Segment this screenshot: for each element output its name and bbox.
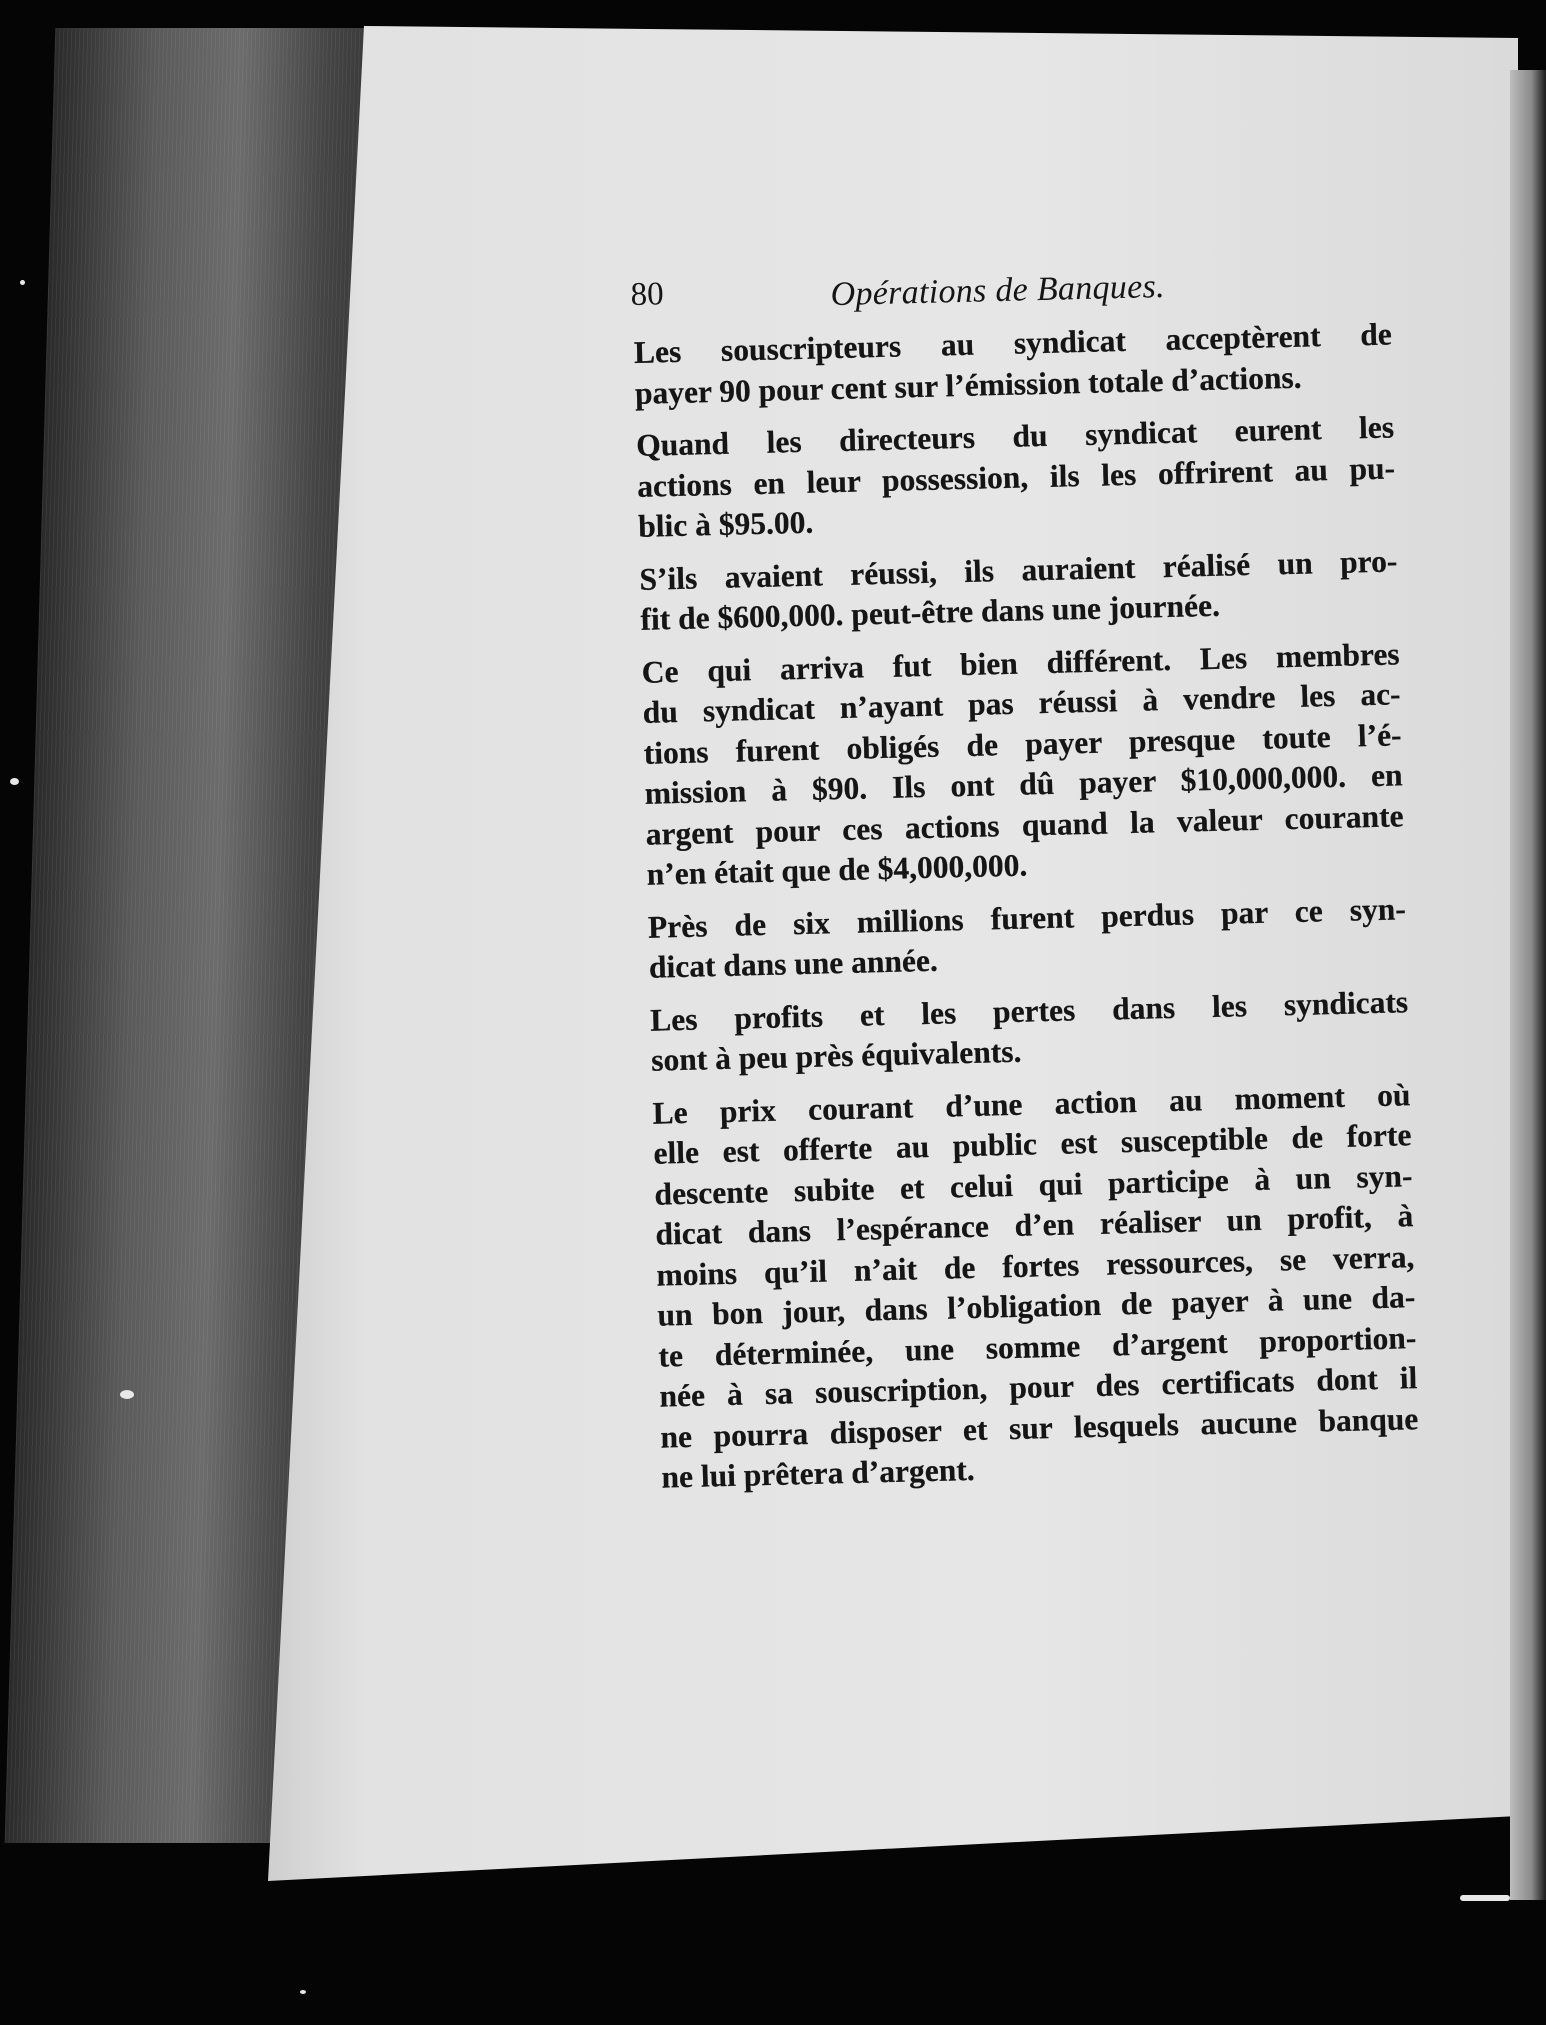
dust-speck <box>1460 1895 1510 1901</box>
text-line: elle est offerte au public est susceptible de forte <box>653 1117 1412 1171</box>
dust-speck <box>10 778 19 785</box>
page-text-block <box>590 252 1420 1511</box>
text-line: descente subite et celui qui participe à un syn- <box>654 1157 1413 1212</box>
paragraph <box>608 982 1410 1083</box>
text-line: n’en était que de $4,000,000. <box>646 847 1028 892</box>
right-page-edge <box>1510 70 1546 1900</box>
text-line: ne pourra disposer et sur lesquels aucune banque <box>660 1400 1419 1455</box>
text-line: Le prix courant d’une action au moment où <box>652 1076 1411 1131</box>
paragraph <box>594 407 1397 548</box>
text-line: actions en leur possession, ils les offrirent au pu- <box>636 449 1396 504</box>
text-line: blic à $95.00. <box>637 504 814 544</box>
text-line: Les souscripteurs au syndicat acceptèrent de <box>633 316 1393 370</box>
text-line: un bon jour, dans l’obligation de payer à une da- <box>657 1279 1416 1333</box>
text-line: Les profits et les pertes dans les syndicats <box>649 983 1409 1038</box>
text-line: moins qu’il n’ait de fortes ressources, se verra, <box>656 1238 1415 1293</box>
text-line: dicat dans une année. <box>648 942 939 985</box>
text-line: mission à $90. Ils ont dû payer $10,000,000. en <box>644 757 1403 811</box>
text-line: te déterminée, une somme d’argent proportion- <box>658 1319 1417 1374</box>
dust-speck <box>120 1390 134 1399</box>
text-line: payer 90 pour cent sur l’émission totale d’actions. <box>634 359 1302 411</box>
page-number: 80 <box>630 276 665 314</box>
text-line: sont à peu près équivalents. <box>650 1033 1022 1078</box>
paragraph <box>597 541 1399 642</box>
text-line: du syndicat n’ayant pas réussi à vendre les ac- <box>642 676 1401 730</box>
text-line: Ce qui arriva fut bien différent. Les membres <box>641 635 1400 690</box>
paragraph <box>606 889 1408 990</box>
text-line: argent pour ces actions quand la valeur courante <box>645 797 1404 852</box>
text-line: Près de six millions furent perdus par ce syn- <box>647 890 1407 945</box>
text-line: née à sa souscription, pour des certificats dont il <box>659 1360 1418 1414</box>
text-line: S’ils avaient réussi, ils auraient réalisé un pro- <box>639 542 1398 597</box>
text-line: Quand les directeurs du syndicat eurent les <box>635 409 1395 463</box>
body-text <box>592 314 1420 1499</box>
text-line: dicat dans l’espérance d’en réaliser un profit, à <box>655 1198 1414 1252</box>
dust-speck <box>20 280 25 285</box>
paragraph <box>599 634 1405 896</box>
page-title: Opérations de Banques. <box>830 267 1166 314</box>
text-line: tions furent obligés de payer presque toute l’é- <box>643 716 1402 771</box>
paragraph <box>610 1075 1420 1499</box>
text-line: ne lui prêtera d’argent. <box>661 1451 975 1495</box>
dust-speck <box>300 1990 306 1994</box>
text-line: fit de $600,000. peut-être dans une journée. <box>640 587 1221 637</box>
